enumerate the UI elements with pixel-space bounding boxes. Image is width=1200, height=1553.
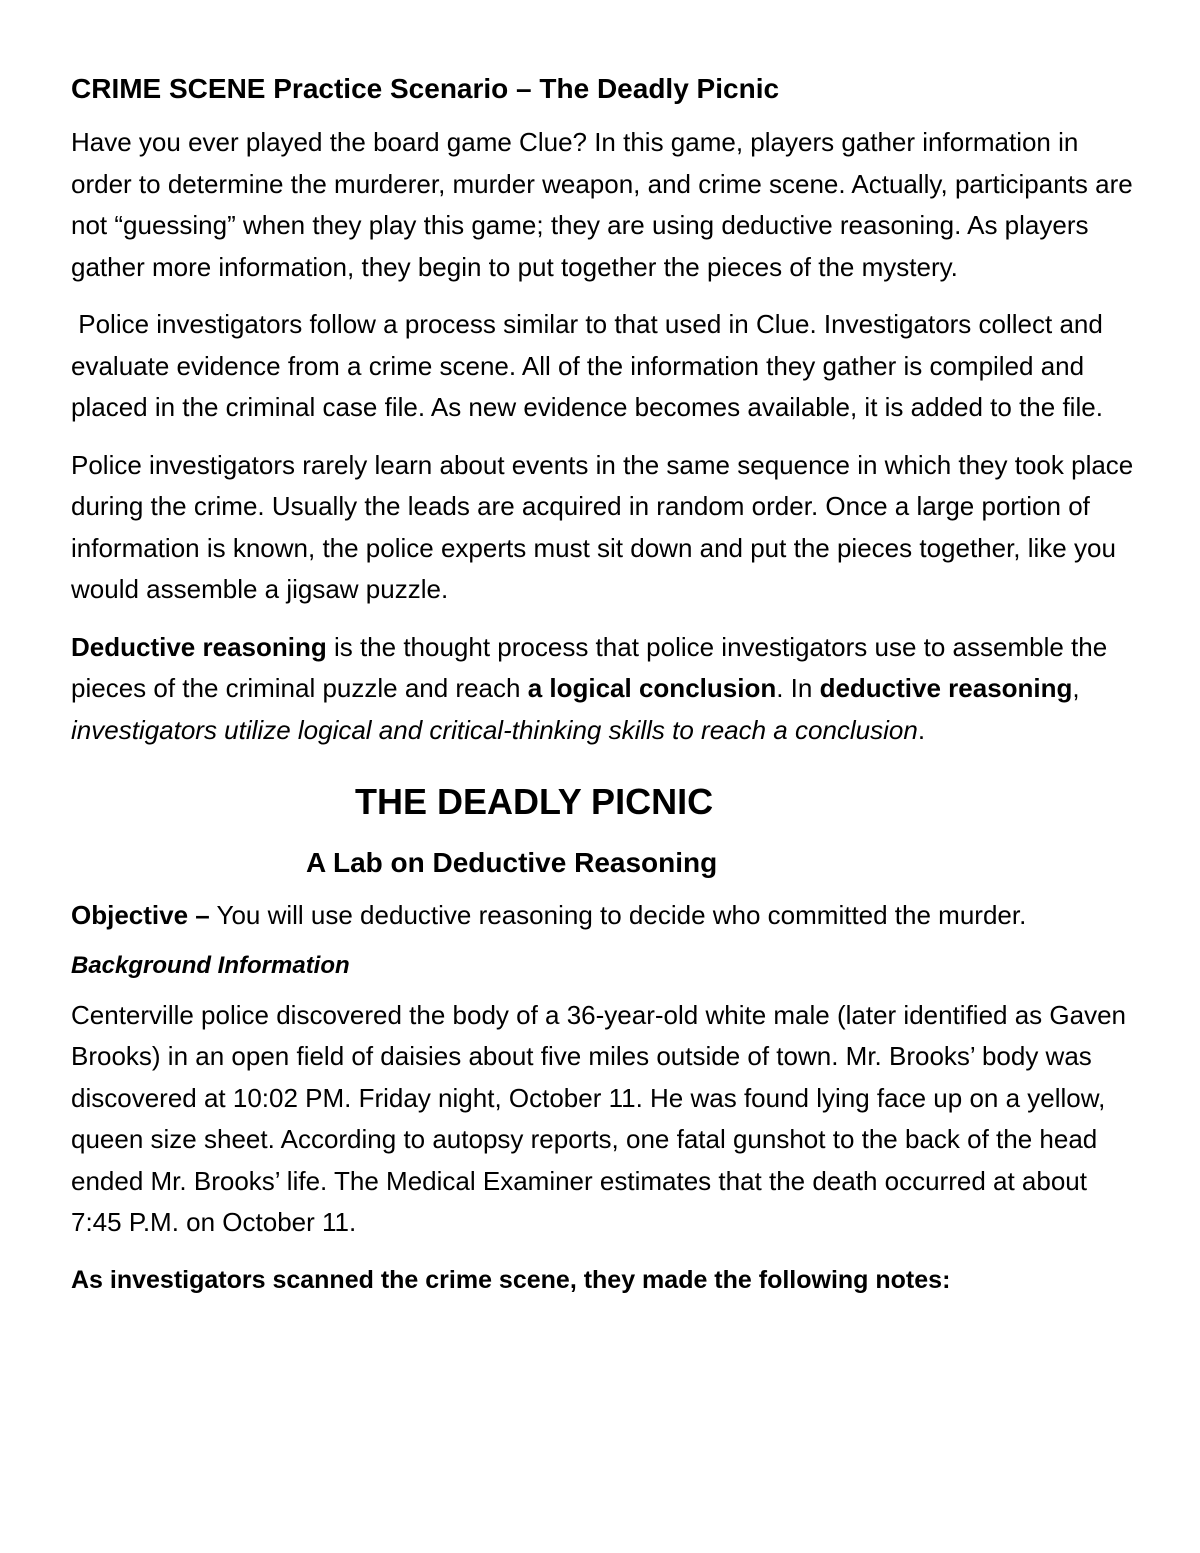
objective-text: You will use deductive reasoning to decide who committed the murder. bbox=[209, 900, 1027, 930]
para4-text-1: is the thought process that police investigators use to assemble the pieces of the criminal puzzle and reach bbox=[71, 631, 1108, 703]
para4-text-3: , bbox=[1072, 673, 1080, 703]
document-title: CRIME SCENE Practice Scenario – The Deadly Picnic bbox=[71, 73, 780, 104]
para4-text-4: . bbox=[917, 714, 926, 745]
background-paragraph: Centerville police discovered the body of a 36-year-old white male (later identified as Gaven Brooks) in an open field of daisies about five miles outside of town. Mr. Brooks’ body was discovered at 10:02 PM. Friday night, October 11. He was found lying face up on a yellow, queen size sheet. According to autopsy reports, one fatal gunshot to the back of the head ended Mr. Brooks’ life. The Medical Examiner estimates that the death occurred at about 7:45 P.M. on October 11. bbox=[71, 999, 1127, 1237]
definition-italic: investigators utilize logical and critical-thinking skills to reach a conclusion bbox=[71, 714, 918, 745]
document-page bbox=[71, 70, 1141, 1300]
objective-label: Objective – bbox=[71, 900, 210, 930]
intro-paragraph-investigators bbox=[71, 304, 1141, 429]
term-deductive-reasoning: Deductive reasoning bbox=[71, 631, 327, 662]
intro-paragraph-investigators-text: Police investigators follow a process similar to that used in Clue. Investigators collect and evaluate evidence from a crime scene. All of the information they gather is compiled and placed in the criminal case file. As new evidence becomes available, it is added to the file. bbox=[71, 309, 1103, 422]
para4-text-2: . In bbox=[776, 673, 820, 703]
intro-paragraph-sequence: Police investigators rarely learn about events in the same sequence in which they took place during the crime. Usually the leads are acquired in random order. Once a large portion of information is known, the police experts must sit down and put the pieces together, like you would assemble a jigsaw puzzle. bbox=[71, 449, 1134, 604]
term-deductive-reasoning-2: deductive reasoning bbox=[819, 673, 1073, 703]
deductive-reasoning-paragraph bbox=[71, 627, 1141, 752]
lab-subtitle: A Lab on Deductive Reasoning bbox=[306, 847, 718, 878]
background-heading: Background Information bbox=[71, 951, 350, 979]
intro-paragraph-clue: Have you ever played the board game Clue? In this game, players gather information in order to determine the murderer, murder weapon, and crime scene. Actually, participants are not “guessing” when they play this game; they are using deductive reasoning. As players gather more information, they begin to put together the pieces of the mystery. bbox=[71, 127, 1133, 282]
term-logical-conclusion: a logical conclusion bbox=[527, 673, 777, 703]
lab-title: THE DEADLY PICNIC bbox=[355, 781, 714, 822]
objective bbox=[71, 895, 1141, 937]
notes-heading: As investigators scanned the crime scene, they made the following notes: bbox=[71, 1265, 951, 1294]
